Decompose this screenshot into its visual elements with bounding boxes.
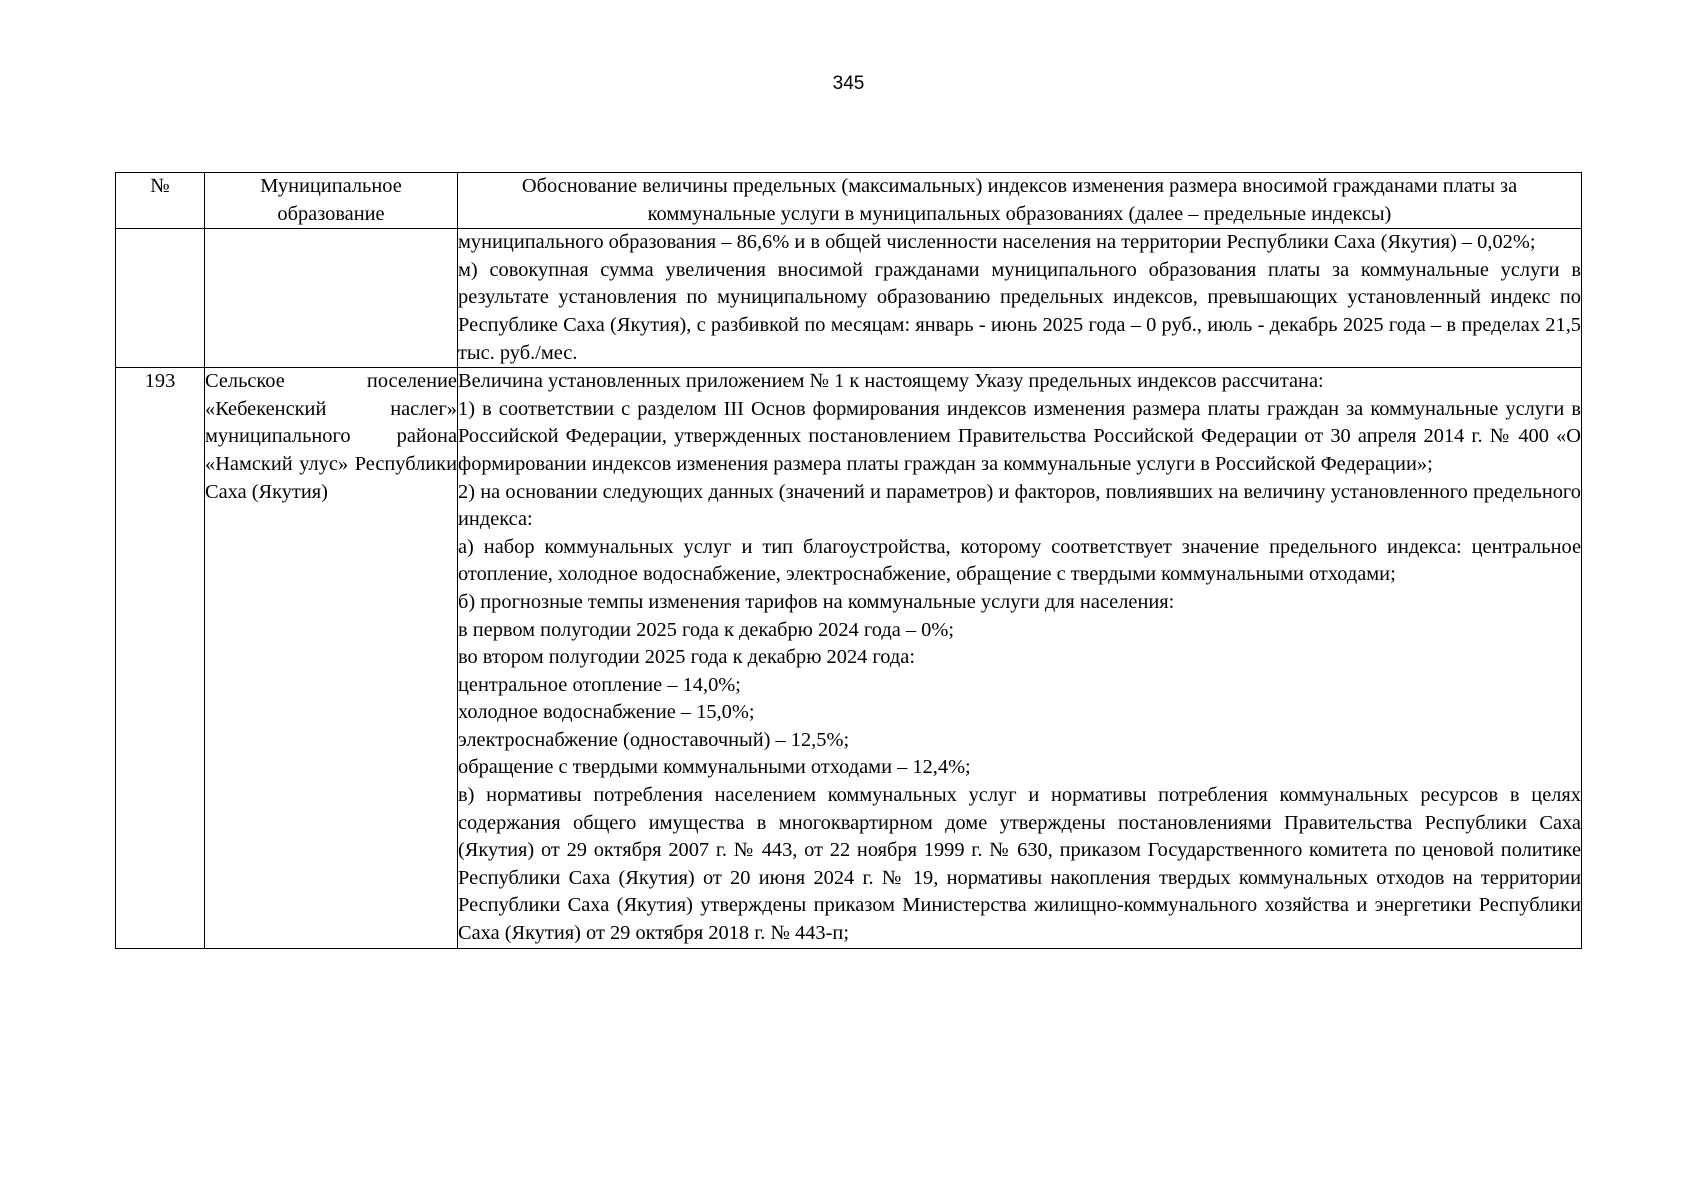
justification-cell <box>458 368 1582 948</box>
table-row-continued <box>116 229 1582 368</box>
paragraph: б) прогнозные темпы изменения тарифов на коммунальные услуги для населения: <box>458 590 1175 613</box>
paragraph: электроснабжение (одноставочный) – 12,5%; <box>458 728 850 751</box>
paragraph: центральное отопление – 14,0%; <box>458 673 741 696</box>
table-header-row <box>116 173 1582 229</box>
paragraph: во втором полугодии 2025 года к декабрю 2024 года: <box>458 646 915 669</box>
paragraph: в) нормативы потребления населением коммунальных услуг и нормативы потребления коммунальных ресурсов в целях содержания общего имущества в многоквартирном доме утверждены постановлениями Правительства Республики Саха (Якутия) от 29 октября 2007 г. № 443, от 22 ноября 1999 г. № 630, приказом Государственного комитета по ценовой политике Республики Саха (Якутия) от 20 июня 2024 г. № 19, нормативы накопления твердых коммунальных отходов на территории Республики Саха (Якутия) утверждены приказом Министерства жилищно-коммунального хозяйства и энергетики Республики Саха (Якутия) от 29 октября 2018 г. № 443-п; <box>458 784 1581 945</box>
paragraph: Величина установленных приложением № 1 к настоящему Указу предельных индексов рассчитана: <box>458 370 1324 393</box>
justification-cell-continued <box>458 229 1582 368</box>
table-row-193 <box>116 368 1582 948</box>
paragraph: 1) в соответствии с разделом III Основ формирования индексов изменения размера платы граждан за коммунальные услуги в Российской Федерации, утвержденных постановлением Правительства Российской Федерации от 30 апреля 2014 г. № 400 «О формировании индексов изменения размера платы граждан за коммунальные услуги в Российской Федерации»; <box>458 397 1581 475</box>
paragraph: а) набор коммунальных услуг и тип благоустройства, которому соответствует значение предельного индекса: центральное отопление, холодное водоснабжение, электроснабжение, обращение с твердыми коммунальными отходами; <box>458 535 1581 586</box>
header-number: № <box>116 173 205 229</box>
municipality-cell-empty <box>205 229 458 368</box>
header-municipality: Муниципальное образование <box>205 173 458 229</box>
municipality-name: Сельское поселение «Кебекенский наслег» муниципального района «Намский улус» Республики Саха (Якутия) <box>205 368 458 948</box>
paragraph: в первом полугодии 2025 года к декабрю 2024 года – 0%; <box>458 618 954 641</box>
paragraph: холодное водоснабжение – 15,0%; <box>458 701 755 724</box>
header-justification: Обоснование величины предельных (максимальных) индексов изменения размера вносимой гражданами платы за коммунальные услуги в муниципальных образованиях (далее – предельные индексы) <box>458 173 1582 229</box>
paragraph: 2) на основании следующих данных (значений и параметров) и факторов, повлиявших на величину установленного предельного индекса: <box>458 480 1581 531</box>
justification-table <box>115 172 1582 949</box>
paragraph: м) совокупная сумма увеличения вносимой гражданами муниципального образования платы за коммунальные услуги в результате установления по муниципальному образованию предельных индексов, превышающих установленный индекс по Республике Саха (Якутия), с разбивкой по месяцам: январь - июнь 2025 года – 0 руб., июль - декабрь 2025 года – в пределах 21,5 тыс. руб./мес. <box>458 258 1581 364</box>
number-cell-empty <box>116 229 205 368</box>
paragraph: обращение с твердыми коммунальными отходами – 12,4%; <box>458 756 971 779</box>
paragraph: муниципального образования – 86,6% и в общей численности населения на территории Республики Саха (Якутия) – 0,02%; <box>458 231 1536 254</box>
page-number: 345 <box>832 73 865 94</box>
row-number: 193 <box>116 368 205 948</box>
